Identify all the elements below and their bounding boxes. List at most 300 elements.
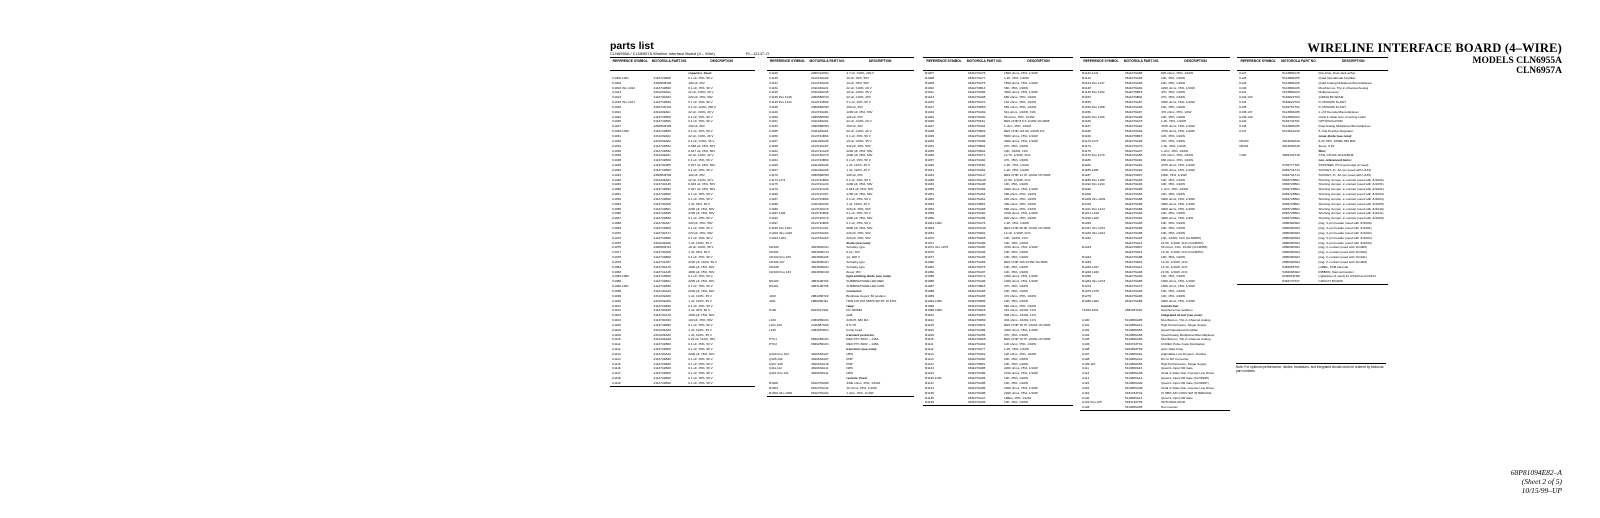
part-number: 0611079A85: [968, 381, 986, 385]
part-number: 2113741B69: [653, 235, 671, 240]
reference-symbol: C1002: [612, 80, 622, 85]
reference-symbol: J100: [769, 293, 776, 298]
parts-column-1: [610, 57, 755, 462]
part-number: 0611079A06: [968, 250, 986, 255]
reference-symbol: Q107,108: [769, 361, 783, 366]
description: 12.1K, 1/10W, ±1% (CLN6957): [1161, 250, 1204, 255]
description: 3600 ohms, ±5%, 1/10W: [1004, 90, 1038, 95]
part-number: 5113806A13: [1125, 395, 1143, 400]
description: 10K, ±5%, 1/10W: [1004, 400, 1029, 405]
part-number: 2311049A45: [811, 138, 829, 143]
parts-column-3: [923, 57, 1073, 462]
part-number: 4813830A18: [1282, 138, 1300, 143]
reference-symbol: C1153: [769, 124, 778, 129]
reference-symbol: C1027: [612, 124, 622, 129]
board-title: WIRELINE INTERFACE BOARD (4–WIRE): [1307, 41, 1562, 55]
reference-symbol: U126: [1082, 405, 1090, 410]
description: 330 pF, ±5%, 50V: [688, 221, 713, 226]
part-number: 2311049A82: [653, 138, 671, 143]
description: 2200 ohms, ±5%, 1/10W: [1004, 390, 1038, 395]
part-number: 2880096J10: [811, 298, 829, 303]
description: 0.1 uF, ±5%, 50 V: [846, 221, 871, 226]
part-number: 0611079A81: [968, 167, 986, 172]
reference-symbol: C1112: [612, 347, 621, 352]
description: Dual Analog Multiplexer/Demultiplexer: [1318, 124, 1371, 129]
description: 5600 ohms, ±5%, 1/10W: [1004, 133, 1038, 138]
description: Schottky type: [846, 259, 865, 264]
reference-symbol: U100: [1082, 318, 1090, 323]
part-number: 2880390S03: [1282, 240, 1300, 245]
part-number: 4810634A11: [811, 371, 829, 376]
reference-symbol: R1061,1062: [925, 221, 942, 226]
description: Quad Analog Multiplexer/Demultiplexer: [1318, 80, 1373, 85]
description: 0.1 uF, ±5%, 50 V: [688, 274, 713, 279]
reference-symbol: R1011: [925, 90, 934, 95]
part-number: 2311049A06: [653, 293, 671, 298]
description: 0.1 uF, ±5%, 50 V: [688, 85, 713, 90]
part-number: 2311049A06: [811, 167, 829, 172]
description: 10K, ±5%, 1/10W: [1161, 177, 1186, 182]
part-number: 2113741B69: [653, 192, 671, 197]
part-number: 2113741A45: [653, 269, 671, 274]
part-number: 5113806A95: [1125, 337, 1143, 342]
description: telephone line isolation: [1161, 308, 1193, 313]
reference-symbol: R1148: [1082, 85, 1091, 90]
description: 10K, ±5%, 1/10W: [1161, 192, 1186, 197]
description: 10K, 1/10W, ±1%: [1004, 235, 1028, 240]
part-number: 0611079G48: [968, 226, 986, 230]
description: 2200 pF, ±5%, 50V: [688, 288, 715, 293]
part-number: 4813830C13: [811, 250, 829, 255]
description: coil:: [846, 313, 853, 318]
description: RES CHIP 121.0K 1/10W 1%: [1004, 129, 1045, 134]
part-number: 0611079A69: [968, 109, 986, 114]
reference-symbol: C1140 thru 1144: [769, 100, 792, 105]
description: 0.1 uF, ±5%, 50 V: [846, 177, 871, 182]
part-number: 0611079A92: [1125, 167, 1143, 172]
description: 1 uF, ±10%, 35 V: [846, 201, 870, 206]
reference-symbol: C1100: [612, 298, 621, 303]
part-number: 0611079A06: [968, 182, 986, 187]
description: 3900 ohms, ±5%, 1/10W: [1161, 206, 1195, 211]
reference-symbol: C1189: [769, 206, 778, 211]
doc-date: 10/15/99–UP: [1521, 486, 1562, 495]
reference-symbol: R1174: [1082, 143, 1091, 148]
description: relay:: [846, 303, 855, 308]
part-number: 0611079D01: [968, 148, 986, 153]
description: 1 uF, ±10%, 35 V: [688, 298, 712, 303]
reference-symbol: C1191,1192: [769, 211, 786, 216]
part-number: 2113741B69: [653, 167, 671, 172]
reference-symbol: C1036: [612, 153, 622, 158]
reference-symbol: R1022: [925, 114, 935, 119]
reference-symbol: C1188: [769, 201, 778, 206]
part-number: 2311049A01: [653, 153, 671, 158]
description: 22 uF, ±10%, 20 V: [688, 109, 714, 114]
description: 100K, ±5%, 1/10W: [1161, 172, 1187, 177]
description: plug, 2–contact (used with JU1011): [1318, 255, 1367, 260]
part-number: 0611079A71: [968, 153, 986, 158]
description: 47K, ±5%, 1/10W: [1161, 138, 1186, 143]
reference-symbol: R1112: [925, 347, 934, 352]
header-pn: MOTOROLA PART NO.: [1123, 59, 1160, 63]
reference-symbol: R1053: [925, 201, 935, 206]
reference-symbol: U108: [1082, 356, 1090, 361]
part-number: 2480059U01: [811, 318, 829, 323]
description: RES CHIP 78.7K 1/10W 1% 0805: [1004, 322, 1051, 327]
part-number: 2360741H01: [653, 104, 672, 109]
description: 1 of 8 Decoder/Demultiplexer: [1318, 109, 1359, 114]
reference-symbol: C1111: [612, 342, 621, 347]
description: IC PROM/D FLASH: [1318, 100, 1346, 105]
reference-symbol: C1026: [612, 119, 622, 124]
description: 59 ohms, ±1%, 1/10W (CLN6955): [1161, 245, 1208, 250]
part-number: 2113741B69: [653, 303, 671, 308]
part-number: 4863199T04: [811, 279, 829, 284]
reference-symbol: U114: [1082, 376, 1090, 381]
part-number: 0611079A47: [968, 395, 986, 400]
description: 0.1A, 70V: [846, 250, 860, 255]
doc-number: 68P81094E82–A: [1510, 468, 1562, 477]
part-number: 5113806A09: [1282, 80, 1300, 85]
reference-symbol: R1136: [925, 395, 934, 400]
description: 10K, ±5%, 1/10W: [1004, 361, 1029, 366]
reference-symbol: R1121: [925, 361, 934, 366]
description: 47K, ±5%, 1/10W: [1004, 158, 1029, 163]
part-number: 0611079A76: [1125, 143, 1143, 148]
part-number: 0611079B01: [968, 361, 986, 366]
reference-symbol: U127: [1239, 71, 1247, 75]
part-number: 2311049A06: [811, 201, 829, 206]
reference-symbol: U106: [1082, 342, 1090, 347]
reference-symbol: U129: [1239, 80, 1247, 85]
part-number: 0611079A76: [968, 71, 986, 75]
part-number: 0611079A62: [968, 124, 986, 129]
part-number: 0611079D91: [968, 230, 986, 235]
description: 4700 ohms, ±5%, 1/10W: [1161, 163, 1195, 168]
part-number: 0611079A58: [1125, 153, 1143, 158]
part-number: 0611079A88: [1125, 255, 1143, 260]
description: 10K, ±5%, 1/10W: [1004, 288, 1029, 293]
part-number: 5113806A78: [1282, 71, 1300, 75]
description: DC 300MM: [846, 308, 863, 313]
description: 1000 pF, ±5%, 50V: [846, 216, 873, 221]
reference-symbol: C1131: [769, 80, 778, 85]
part-number: 4884432T18: [1282, 153, 1300, 158]
description: 3900 ohms, ±5%, 1/4W: [1161, 216, 1194, 221]
part-number: 0611079A70: [968, 100, 986, 105]
description: 908 ohms, 1/10W, ±1%: [1004, 313, 1036, 318]
part-number: 2113741B69: [653, 381, 671, 385]
description: 10K, ±5%, 1/10W: [1161, 80, 1186, 85]
part-number: 2113741B69: [653, 284, 671, 289]
part-number: 0611079A92: [1125, 163, 1143, 168]
column-rule: [923, 405, 1073, 406]
description: 4700 ohms, ±5%, 1/10W: [1161, 129, 1195, 134]
reference-symbol: CR108: [769, 264, 779, 269]
column-rule: [767, 396, 914, 397]
reference-symbol: R1185,1186: [1082, 167, 1099, 172]
description: 0.1 uF, ±5%, 50 V: [688, 158, 713, 163]
reference-symbol: C1018: [612, 104, 622, 109]
description: 120 ohms, ±5%, 1/10W: [1004, 342, 1037, 347]
description: 0.033 uF, ±5%, 50V: [846, 187, 874, 192]
reference-symbol: C1060: [612, 211, 622, 216]
description: 4700 ohms, ±5%, 1/10W: [1161, 124, 1195, 129]
reference-symbol: CR109 thru 133: [769, 269, 791, 274]
part-number: 0611079A90: [968, 245, 986, 250]
description: Quad Operational Amplifier: [1161, 327, 1199, 332]
reference-symbol: C1157: [769, 138, 778, 143]
reference-symbol: C1105: [612, 322, 621, 327]
description: 1000 pF, ±5%, 50V: [688, 313, 715, 318]
part-number: 0611079C74: [968, 274, 986, 279]
description: 27K, ±5%, 1/10W: [1161, 95, 1186, 100]
description: Shorting Jumper, 2–contact (used with JU1009): [1318, 216, 1384, 221]
description: 5–Volt Positive Regulator: [1318, 129, 1354, 134]
part-number: 2311049A06: [811, 163, 829, 168]
part-number: 5113806A38: [1125, 371, 1143, 376]
part-number: 2113740A63: [653, 95, 671, 100]
reference-symbol: R1076: [925, 250, 935, 255]
part-number: 2311049A45: [811, 90, 829, 95]
reference-symbol: R1096: [925, 303, 935, 308]
description: 2200 ohms, ±5%, 1/10W: [1004, 366, 1038, 371]
description: Hex inverter: [1161, 405, 1178, 410]
reference-symbol: R1170,1173: [1082, 138, 1099, 143]
description: Shorting Jumper, 2–contact (used with JU1000): [1318, 177, 1384, 182]
description: 27K, ±5%, 1/10W: [1004, 143, 1029, 148]
description: 22 uF, ±10%, 20 V: [846, 119, 872, 124]
part-number: 0611079A06: [1125, 75, 1143, 80]
description: diode (see note):: [846, 240, 872, 245]
reference-symbol: C1101: [612, 303, 621, 308]
reference-symbol: C1102: [612, 308, 621, 313]
part-number: 5113806A95: [1125, 318, 1143, 323]
description: NPN: [846, 351, 853, 356]
reference-symbol: R1019: [925, 109, 935, 114]
description: 10 uF, ±20%, 50 V: [688, 245, 714, 250]
part-number: 2113741B69: [653, 371, 671, 376]
reference-symbol: R1051: [925, 192, 935, 197]
part-number: 2113740A05: [653, 201, 671, 206]
reference-symbol: R1059: [925, 211, 935, 216]
part-number: 2113740A81: [811, 109, 829, 114]
part-number: 0611079A06: [1125, 192, 1143, 197]
part-number: 2113740A29: [653, 288, 671, 293]
part-number: 0611079A62: [968, 351, 986, 356]
description: 12.1K, 1/10W, ±1%: [1161, 259, 1188, 264]
description: HDR 10X PM SMPS SR RT 10 POS: [846, 298, 897, 303]
part-number: 4863198T06: [811, 284, 829, 289]
table-row: [610, 381, 755, 386]
description: 0.1 uF, ±5%, 50 V: [688, 167, 713, 172]
description: 1000 pF, ±5%, 50V: [846, 153, 873, 158]
reference-symbol: R1041: [925, 167, 935, 172]
part-number: 0611079A42: [811, 385, 829, 390]
part-number: 0660259U01: [811, 337, 829, 342]
part-number: 5113808A55: [1125, 327, 1143, 332]
description: Shorting Jumper, 2–contact (used with JU1004): [1318, 196, 1384, 201]
reference-symbol: R1245: [1082, 259, 1092, 264]
description: 10K, ±5%, 1/10W: [1161, 255, 1186, 260]
part-number: 2360560H06: [811, 104, 829, 109]
part-number: 0611079F62: [968, 163, 986, 168]
reference-symbol: R1109: [925, 332, 934, 337]
part-number: 4813830A06: [811, 255, 829, 260]
reference-symbol: C1110: [612, 337, 621, 342]
part-number: 0611079A06: [1125, 221, 1143, 226]
reference-symbol: C1083: [612, 269, 622, 274]
part-number: 0611079A82: [1125, 216, 1143, 221]
part-number: 0611079A06: [968, 376, 986, 381]
reference-symbol: R1106: [925, 327, 934, 332]
description: 100 uF, 25V: [846, 114, 863, 119]
part-number: 2880390S03: [1282, 226, 1300, 230]
part-number: 2113740A63: [811, 230, 829, 235]
part-number: 2113741B65: [653, 211, 671, 216]
reference-symbol: U111: [1082, 366, 1089, 371]
description: 21.5K, 1/10W, ±1%: [1004, 177, 1031, 182]
part-number: 2113740A67: [811, 143, 829, 148]
reference-symbol: R1211 thru 1214: [1082, 206, 1105, 211]
part-number: 0611079A66: [968, 187, 986, 192]
reference-symbol: DS101: [769, 284, 779, 289]
description: 0.1 uF, ±20%, 250 V: [688, 104, 717, 109]
description: 10K, ±5%, 1/10W: [1004, 240, 1029, 245]
part-number: 0611079A88: [811, 381, 829, 385]
part-number: 2113740A05: [653, 308, 671, 313]
part-number: 0611079G48: [968, 177, 986, 182]
part-number: 0611079A92: [1125, 124, 1143, 129]
table-row: [923, 400, 1073, 405]
reference-symbol: L100: [769, 318, 776, 323]
description: 100 uF, 25V: [846, 172, 863, 177]
reference-symbol: U115: [1082, 381, 1090, 385]
reference-symbol: C1158: [769, 143, 778, 148]
reference-symbol: R1243: [1082, 245, 1092, 250]
description: Shorting Jumper, 2–contact (used with JU1001): [1318, 182, 1384, 187]
column-header: [610, 57, 755, 71]
reference-symbol: C1186: [769, 192, 778, 197]
description: 56 ohms, ±5%, 1/10W: [1004, 114, 1035, 119]
reference-symbol: R1070: [925, 235, 935, 240]
reference-symbol: C1165: [769, 163, 778, 168]
reference-symbol: R1013: [925, 95, 935, 100]
reference-symbol: U119: [1082, 390, 1090, 395]
description: 0.1 uF, ±5%, 50 V: [846, 211, 871, 216]
part-number: 2311049A01: [653, 90, 671, 95]
description: 470 pF, ±5%, 50V: [688, 230, 713, 235]
part-number: 2411887S08: [811, 322, 829, 327]
part-number: 0611079A92: [1125, 129, 1143, 134]
part-number: 2360560H10: [811, 95, 829, 100]
reference-symbol: R1000: [769, 381, 779, 385]
description: Mux/Demux, Trip 2–Channel Analog: [1161, 337, 1211, 342]
reference-symbol: R1040: [925, 163, 935, 168]
part-number: 2113740A79: [811, 216, 829, 221]
reference-symbol: C1170: [769, 172, 778, 177]
part-number: 2113741B52: [653, 187, 671, 192]
part-number: 5184742T01: [1125, 342, 1143, 347]
part-number: 0611079D91: [1125, 259, 1143, 264]
part-number: 0611079A76: [968, 264, 986, 269]
description: non–referenced items:: [1318, 158, 1352, 163]
description: 10K, ±5%, 1/10W: [1161, 182, 1186, 187]
part-number: 2113741B69: [653, 366, 671, 371]
reference-symbol: VR101: [1239, 143, 1249, 148]
description: 0.1 uF, ±5%, 50 V: [846, 133, 871, 138]
part-number: 0611079A85: [968, 390, 986, 395]
description: 100 uF, 25V: [688, 80, 705, 85]
reference-symbol: C1072: [612, 235, 622, 240]
part-number: 5113814A30: [1282, 129, 1300, 134]
description: IC PROM/D FLASH: [1318, 104, 1346, 109]
reference-symbol: C1134: [769, 85, 778, 90]
description: High Performance, Single Supply: [1161, 361, 1207, 366]
part-number: 0611079A14: [1125, 240, 1143, 245]
part-number: 5113806A41: [1125, 356, 1143, 361]
description: 1.2K, ±5%, 1/10W: [1161, 143, 1186, 148]
description: 10 uF, ±20%, 35 V: [846, 90, 872, 95]
reference-symbol: R1028: [925, 129, 935, 134]
description: 0.027 uF, ±5%, 50V: [688, 163, 716, 168]
description: 3600 ohms, ±5%, 1/10W: [1004, 138, 1038, 143]
description: Shorting Jumper, 2–contact (used with JU1010): [1318, 206, 1384, 211]
description: 10K, ±5%, 1/10W: [1161, 211, 1186, 216]
part-number: 5184751T02: [1282, 104, 1300, 109]
reference-symbol: R1100: [925, 313, 934, 318]
part-number: 2113741B69: [653, 322, 671, 327]
reference-symbol: U135: [1239, 104, 1247, 109]
description: 2200 pF, ±5%, 50V: [688, 279, 715, 284]
part-number: 2113740A53: [653, 318, 671, 323]
reference-symbol: R1182: [1082, 163, 1091, 168]
reference-symbol: C1156: [769, 133, 778, 138]
description: 1 ohm, ±5%, 1/10W: [1161, 187, 1189, 192]
part-number: 2360560H06: [653, 80, 672, 85]
description: Shorting Jumper, 2–contact (used with JU1002): [1318, 187, 1384, 192]
reference-symbol: R1187: [1082, 172, 1091, 177]
reference-symbol: R1105: [925, 322, 934, 327]
reference-symbol: R1094,1095: [925, 298, 942, 303]
part-number: 2360560H06: [811, 172, 829, 177]
description: 10K, ±5%, 1/10W: [1004, 255, 1029, 260]
description: 100 uF, 25V: [688, 172, 705, 177]
reference-symbol: R1080: [925, 259, 935, 264]
description: 21.5K, 1/10W, ±1% (CLN6957): [1161, 240, 1204, 245]
description: Mux/Demux, Trip 2–Channel Analog: [1161, 318, 1211, 323]
description: 0.1 uF, ±5%, 50 V: [688, 381, 713, 385]
part-number: 2113741A57: [653, 259, 671, 264]
description: 0.1 uF, ±5%, 50 V: [688, 284, 713, 289]
reference-symbol: R1264 thru 1273: [1082, 279, 1106, 284]
part-number: 5484066S02: [1282, 269, 1300, 274]
description: CIRCUIT BOARD: [1318, 279, 1343, 284]
description: 10K, ±5%, 1/10W: [1161, 133, 1186, 138]
reference-symbol: R1168: [1082, 129, 1091, 134]
reference-symbol: R1276,1278: [1082, 288, 1099, 293]
reference-symbol: R1036: [925, 153, 935, 158]
reference-symbol: C1163: [769, 153, 778, 158]
header-pn: MOTOROLA PART NO.: [651, 59, 688, 63]
description: 10K, ±5%, 1/10W: [1004, 269, 1029, 274]
part-number: 2113741B69: [653, 347, 671, 352]
reference-symbol: U122 thru 125: [1082, 400, 1102, 405]
description: 3900 ohms, ±5%, 1/10W: [1161, 201, 1195, 206]
description: 4700 pF, ±5%, 50V: [688, 211, 715, 216]
part-number: 0611079A06: [968, 400, 986, 405]
